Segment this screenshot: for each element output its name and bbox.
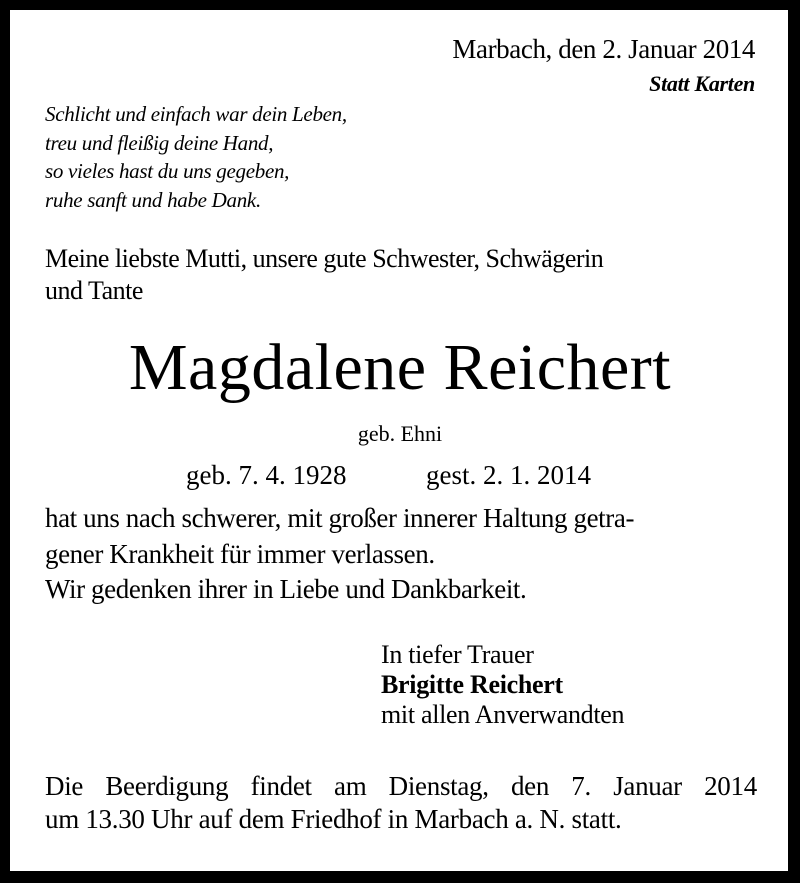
poem-line: treu und fleißig deine Hand, — [45, 130, 274, 155]
word: Beerdigung — [105, 771, 229, 801]
message-line: gener Krankheit für immer verlassen. — [45, 539, 435, 569]
birth-date: geb. 7. 4. 1928 — [186, 460, 347, 490]
funeral-line-1 — [45, 770, 757, 803]
message-line: hat uns nach schwerer, mit großer innerer Haltung getra- — [45, 503, 635, 533]
statt-karten-label: Statt Karten — [649, 71, 755, 96]
word: findet — [250, 771, 312, 801]
word: Die — [45, 771, 84, 801]
relatives-line: mit allen Anverwandten — [381, 700, 625, 729]
mourning-line: In tiefer Trauer — [381, 640, 534, 669]
funeral-notice — [45, 770, 757, 836]
intro-line: und Tante — [45, 276, 143, 305]
poem-line: Schlicht und einfach war dein Leben, — [45, 102, 347, 126]
signatory-name: Brigitte Reichert — [381, 670, 563, 699]
maiden-name: geb. Ehni — [357, 421, 443, 446]
word: Dienstag, — [388, 771, 489, 801]
death-date: gest. 2. 1. 2014 — [426, 460, 591, 490]
signature-block — [381, 640, 624, 730]
poem — [45, 100, 347, 214]
word: am — [334, 771, 367, 801]
word: 2014 — [704, 771, 757, 801]
funeral-line-2: um 13.30 Uhr auf dem Friedhof in Marbach a. N. statt. — [45, 804, 622, 834]
word: den — [510, 771, 550, 801]
dateline: Marbach, den 2. Januar 2014 — [452, 34, 755, 64]
message-text — [45, 500, 634, 572]
intro-line: Meine liebste Mutti, unsere gute Schwester, Schwägerin — [45, 244, 604, 273]
word: Januar — [613, 771, 682, 801]
life-dates — [186, 460, 591, 491]
poem-line: so vieles hast du uns gegeben, — [45, 159, 290, 183]
deceased-name: Magdalene Reichert — [128, 331, 672, 404]
intro-text — [45, 243, 603, 307]
remembrance-text: Wir gedenken ihrer in Liebe und Dankbarkeit. — [45, 574, 527, 604]
word: 7. — [571, 771, 591, 801]
poem-line: ruhe sanft und habe Dank. — [45, 187, 261, 212]
